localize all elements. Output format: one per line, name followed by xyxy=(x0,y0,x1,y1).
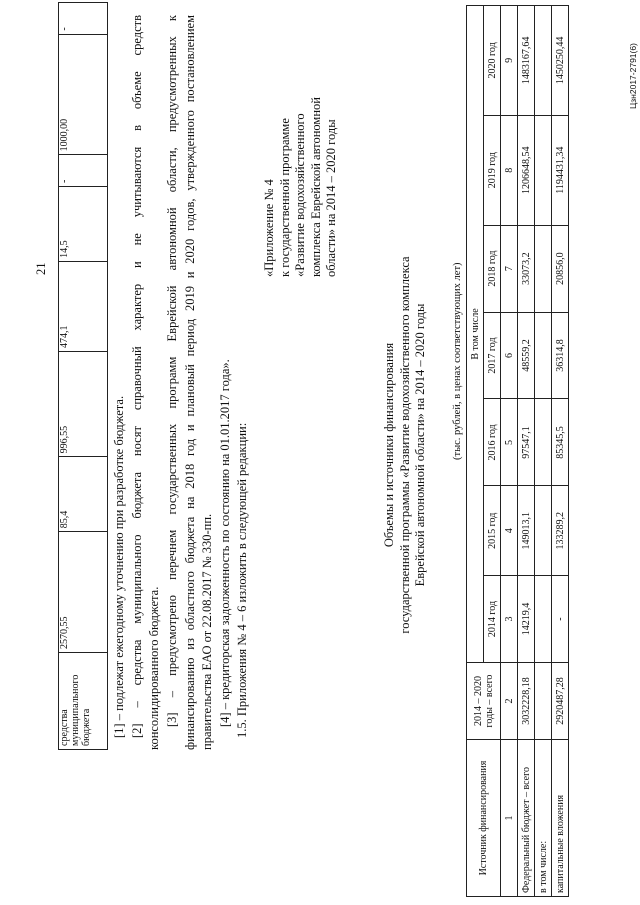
table-cell: 996,55 xyxy=(59,352,108,457)
column-number: 8 xyxy=(501,115,518,225)
column-number: 2 xyxy=(501,663,518,740)
year-header: 2014 год xyxy=(484,576,501,663)
funding-table xyxy=(466,5,569,897)
table-cell: 474,1 xyxy=(59,261,108,351)
appendix-line: области» на 2014 – 2020 годы xyxy=(324,119,338,277)
appendix-line: комплекса Еврейской автономной xyxy=(308,97,323,277)
table-header-row xyxy=(467,6,484,897)
footnote-3-cont: финансированию из областного бюджета на 2018 год и плановый период 2019 и 2020 годов, утвержденного постановлением xyxy=(183,15,197,750)
table-cell: - xyxy=(59,155,108,187)
header-source: Источник финансирования xyxy=(467,740,501,897)
appendix-line: «Приложение № 4 xyxy=(262,179,276,277)
year-header: 2017 год xyxy=(484,312,501,399)
table-cell xyxy=(535,115,552,225)
amendment-item: 1.5. Приложения № 4 – 6 изложить в следующей редакции: xyxy=(235,422,249,738)
heading-line: Объемы и источники финансирования xyxy=(382,342,396,548)
table-cell xyxy=(535,399,552,486)
table-cell: 2920487,28 xyxy=(552,663,569,740)
table-cell: 85,4 xyxy=(59,457,108,532)
table-cell: 1450250,44 xyxy=(552,6,569,116)
table-row xyxy=(59,3,108,750)
footnote-3-end: правительства ЕАО от 22.08.2017 № 330-пп. xyxy=(200,513,214,750)
appendix-line: «Развитие водохозяйственного xyxy=(293,113,307,277)
table-cell: 133289,2 xyxy=(552,486,569,576)
table-cell: 1194431,34 xyxy=(552,115,569,225)
column-number: 5 xyxy=(501,399,518,486)
table-cell: 97547,1 xyxy=(518,399,535,486)
table-row xyxy=(552,6,569,897)
year-header: 2018 год xyxy=(484,225,501,312)
table-cell xyxy=(535,576,552,663)
heading-line: Еврейской автономной области» на 2014 – 2020 годы xyxy=(413,303,427,587)
table-cell xyxy=(535,663,552,740)
footnote-2: [2] – средства муниципального бюджета носят справочный характер и не учитываются в объеме средств xyxy=(130,15,144,738)
header-including: В том числе xyxy=(467,6,484,663)
table-cell: 20856,0 xyxy=(552,225,569,312)
funding-heading xyxy=(382,185,429,705)
table-cell: 2570,55 xyxy=(59,532,108,653)
footnote-4: [4] – кредиторская задолженность по состоянию на 01.01.2017 года». xyxy=(218,359,232,727)
row-label: капитальные вложения xyxy=(552,740,569,897)
table-row xyxy=(518,6,535,897)
column-number: 3 xyxy=(501,576,518,663)
heading-line: государственной программы «Развитие водохозяйственного комплекса xyxy=(397,256,412,634)
footnote-3: [3] – предусмотрено перечнем государственных программ Еврейской автономной области, предусмотренных к xyxy=(165,15,179,727)
row-label: Федеральный бюджет – всего xyxy=(518,740,535,897)
table-cell: 1483167,64 xyxy=(518,6,535,116)
table-cell: 1000,00 xyxy=(59,34,108,155)
column-number: 7 xyxy=(501,225,518,312)
table-cell: 36314,8 xyxy=(552,312,569,399)
table-cell: 48559,2 xyxy=(518,312,535,399)
document-code: Цзн2017-2791(6) xyxy=(628,43,638,109)
year-header: 2015 год xyxy=(484,486,501,576)
table-cell: 14219,4 xyxy=(518,576,535,663)
year-header: 2020 год xyxy=(484,6,501,116)
header-total: 2014 – 2020 годы – всего xyxy=(467,663,501,740)
footnote-1: [1] – подлежат ежегодному уточнению при разработке бюджета. xyxy=(112,395,126,738)
table-cell: 85345,5 xyxy=(552,399,569,486)
table-cell xyxy=(535,6,552,116)
column-number: 6 xyxy=(501,312,518,399)
year-header: 2019 год xyxy=(484,115,501,225)
table-cell: 149013,1 xyxy=(518,486,535,576)
table-cell xyxy=(535,486,552,576)
column-number-row xyxy=(501,6,518,897)
top-continuation-table xyxy=(58,2,108,750)
column-number: 1 xyxy=(501,740,518,897)
column-number: 4 xyxy=(501,486,518,576)
table-cell: 1206648,54 xyxy=(518,115,535,225)
table-cell: средства муниципального бюджета xyxy=(59,653,108,750)
appendix-line: к государственной программе xyxy=(277,118,292,277)
appendix-header xyxy=(262,37,340,277)
table-cell: - xyxy=(59,3,108,35)
table-cell: 14,5 xyxy=(59,186,108,261)
unit-note: (тыс. рублей, в ценах соответствующих лет) xyxy=(452,262,463,460)
year-header: 2016 год xyxy=(484,399,501,486)
table-row xyxy=(535,6,552,897)
table-cell xyxy=(535,225,552,312)
table-cell xyxy=(535,312,552,399)
column-number: 9 xyxy=(501,6,518,116)
table-cell: 3032228,18 xyxy=(518,663,535,740)
table-cell: 33073,2 xyxy=(518,225,535,312)
page-number: 21 xyxy=(34,262,48,275)
footnote-2-cont: консолидированного бюджета. xyxy=(147,586,161,750)
row-label: в том числе: xyxy=(535,740,552,897)
table-cell: - xyxy=(552,576,569,663)
